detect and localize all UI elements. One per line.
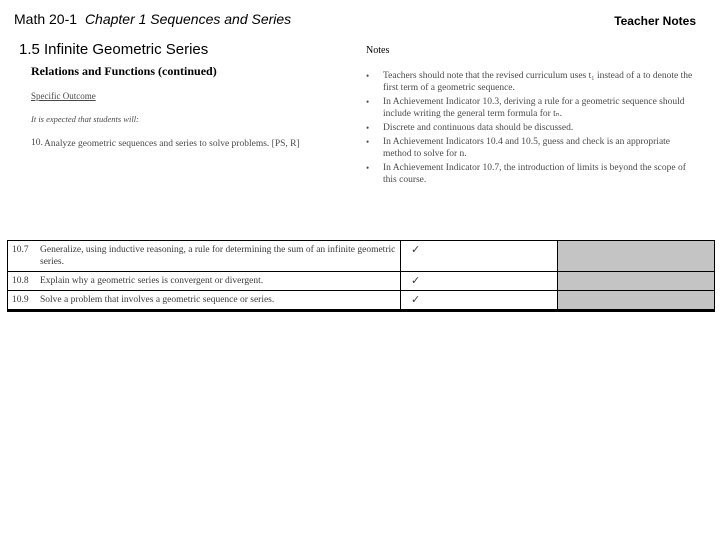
indicator-number: 10.9 <box>8 291 37 311</box>
indicators-table <box>7 240 715 312</box>
course-title <box>14 11 291 27</box>
notes-label: Notes <box>366 45 390 56</box>
shaded-cell <box>558 291 715 311</box>
check-icon: ✓ <box>401 272 558 291</box>
notes-item <box>366 162 696 186</box>
indicator-text: Explain why a geometric series is convergent or divergent. <box>36 272 401 291</box>
notes-item-text: In Achievement Indicator 10.7, the introduction of limits is beyond the scope of this course. <box>383 163 686 185</box>
indicator-number: 10.7 <box>8 241 37 272</box>
bullet-icon: • <box>366 97 370 107</box>
bullet-icon: • <box>366 71 370 81</box>
notes-item <box>366 70 696 94</box>
table-row <box>8 272 715 291</box>
notes-item-text: Teachers should note that the revised curriculum uses t₁ instead of a to denote the first term of a geometric sequence. <box>383 71 693 93</box>
outcome-text: Analyze geometric sequences and series to solve problems. [PS, R] <box>44 139 300 149</box>
teacher-notes-label: Teacher Notes <box>614 14 696 28</box>
check-icon: ✓ <box>401 241 558 272</box>
outcome-number: 10. <box>31 138 43 148</box>
indicator-number: 10.8 <box>8 272 37 291</box>
bullet-icon: • <box>366 163 370 173</box>
table-row <box>8 241 715 272</box>
course-name: Math 20-1 <box>14 11 78 27</box>
notes-item-text: In Achievement Indicators 10.4 and 10.5, guess and check is an appropriate method to solve for n. <box>383 137 671 159</box>
table-row <box>8 291 715 311</box>
bullet-icon: • <box>366 123 370 133</box>
bullet-icon: • <box>366 137 370 147</box>
notes-item-text: In Achievement Indicator 10.3, deriving a rule for a geometric sequence should include writing the general term formula for tₙ. <box>383 97 685 119</box>
expectation-text: It is expected that students will: <box>31 114 139 124</box>
check-icon: ✓ <box>401 291 558 311</box>
shaded-cell <box>558 241 715 272</box>
specific-outcome-label: Specific Outcome <box>31 91 96 101</box>
shaded-cell <box>558 272 715 291</box>
section-title: 1.5 Infinite Geometric Series <box>19 41 209 58</box>
notes-item <box>366 122 696 134</box>
notes-item <box>366 96 696 120</box>
curriculum-heading: Relations and Functions (continued) <box>31 64 217 78</box>
notes-list <box>366 70 696 188</box>
notes-item <box>366 136 696 160</box>
chapter-title: Chapter 1 Sequences and Series <box>84 11 292 27</box>
indicator-text: Solve a problem that involves a geometric sequence or series. <box>36 291 401 311</box>
notes-item-text: Discrete and continuous data should be discussed. <box>383 123 574 133</box>
indicator-text: Generalize, using inductive reasoning, a rule for determining the sum of an infinite geometric series. <box>36 241 401 272</box>
